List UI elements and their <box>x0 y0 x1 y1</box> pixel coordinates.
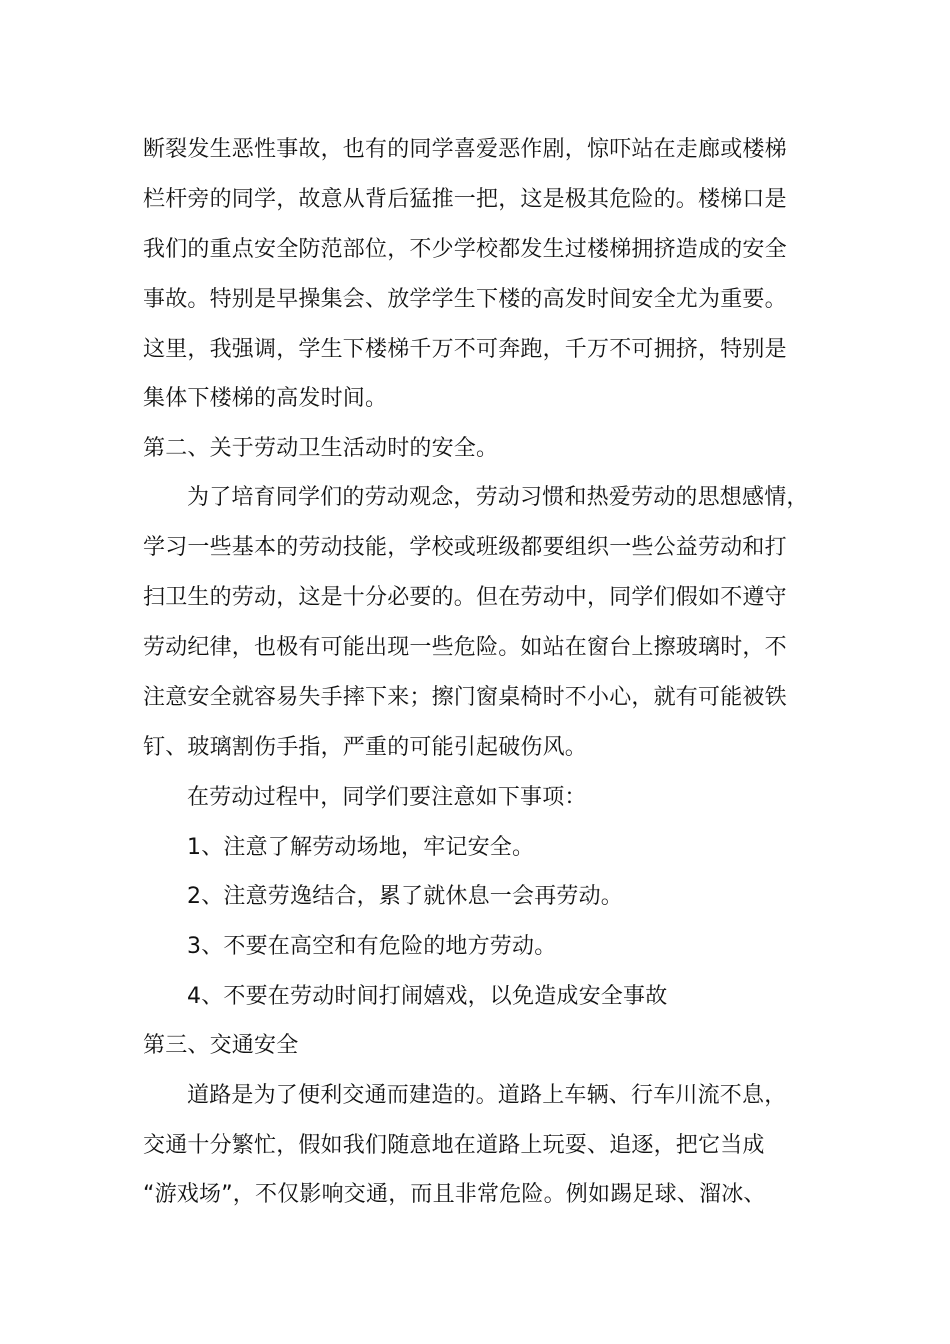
text-line: 注意安全就容易失手摔下来；擦门窗桌椅时不小心，就有可能被铁 <box>143 685 787 710</box>
section-heading: 第三、交通安全 <box>143 1033 299 1058</box>
list-item: 2、注意劳逸结合，累了就休息一会再劳动。 <box>187 884 623 909</box>
text-line: 我们的重点安全防范部位，不少学校都发生过楼梯拥挤造成的安全 <box>143 237 787 262</box>
text-line: 栏杆旁的同学，故意从背后猛推一把，这是极其危险的。楼梯口是 <box>143 187 787 212</box>
paragraph-first-line: 在劳动过程中，同学们要注意如下事项： <box>187 785 587 810</box>
list-item: 3、不要在高空和有危险的地方劳动。 <box>187 934 557 959</box>
list-item: 4、不要在劳动时间打闹嬉戏，以免造成安全事故 <box>187 984 668 1009</box>
list-item: 1、注意了解劳动场地，牢记安全。 <box>187 835 535 860</box>
text-line: 这里，我强调，学生下楼梯千万不可奔跑，千万不可拥挤，特别是 <box>143 337 787 362</box>
text-line: 钉、玻璃割伤手指，严重的可能引起破伤风。 <box>143 735 588 760</box>
paragraph-first-line: 道路是为了便利交通而建造的。道路上车辆、行车川流不息， <box>187 1083 787 1108</box>
paragraph-first-line: 为了培育同学们的劳动观念，劳动习惯和热爱劳动的思想感情， <box>187 485 809 510</box>
text-line: 学习一些基本的劳动技能，学校或班级都要组织一些公益劳动和打 <box>143 535 787 560</box>
text-line: 断裂发生恶性事故，也有的同学喜爱恶作剧，惊吓站在走廊或楼梯 <box>143 137 787 162</box>
text-line: 交通十分繁忙，假如我们随意地在道路上玩耍、追逐，把它当成 <box>143 1133 765 1158</box>
text-line: 扫卫生的劳动，这是十分必要的。但在劳动中，同学们假如不遵守 <box>143 585 787 610</box>
text-line: 事故。特别是早操集会、放学学生下楼的高发时间安全尤为重要。 <box>143 287 787 312</box>
text-line: 劳动纪律，也极有可能出现一些危险。如站在窗台上擦玻璃时，不 <box>143 635 787 660</box>
text-line: “游戏场”，不仅影响交通，而且非常危险。例如踢足球、溜冰、 <box>143 1182 766 1207</box>
text-line: 集体下楼梯的高发时间。 <box>143 386 388 411</box>
section-heading: 第二、关于劳动卫生活动时的安全。 <box>143 436 499 461</box>
